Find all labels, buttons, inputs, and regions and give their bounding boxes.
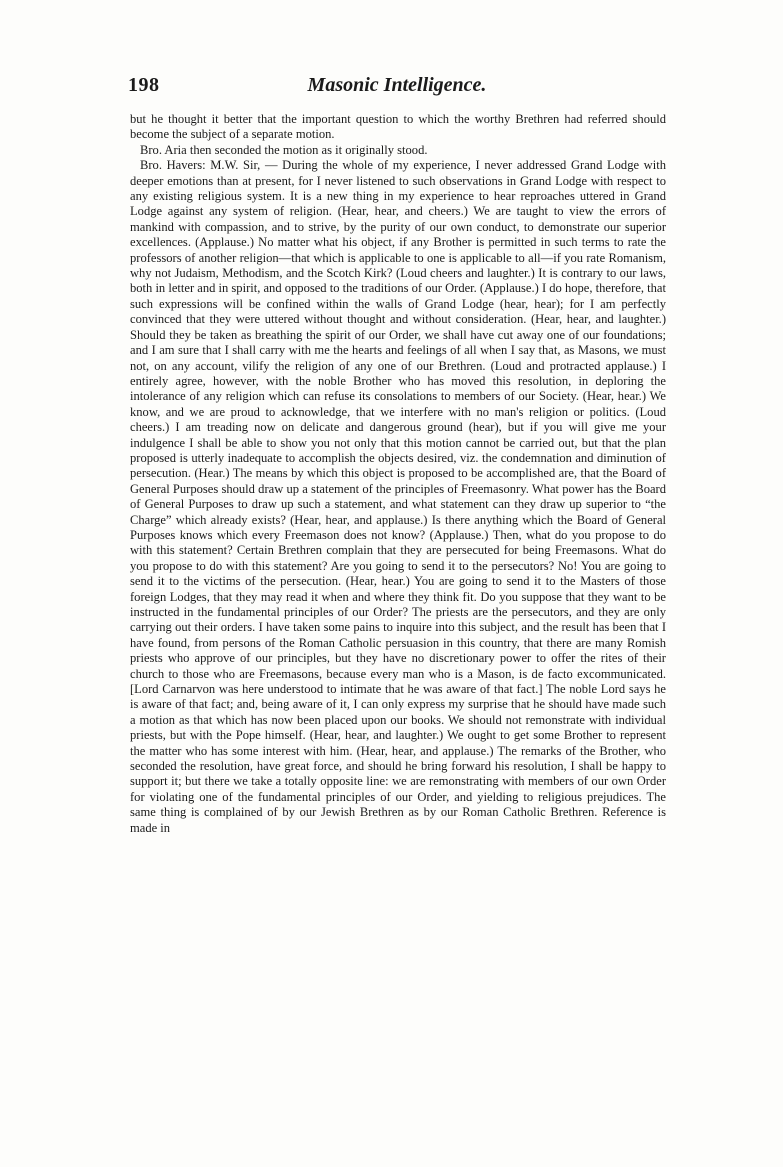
article-body — [130, 112, 666, 836]
paragraph-havers-speech: Bro. Havers: M.W. Sir, — During the whole of my experience, I never addressed Grand Lodge with deeper emotions than at present, for I never listened to such observations in Grand Lodge with respect to any existing religious system. It is a new thing in my experience to hear reproaches uttered in Grand Lodge against any system of religion. (Hear, hear, and cheers.) We are taught to view the errors of mankind with compassion, and to strive, by the purity of our own conduct, to demonstrate our superior excellences. (Applause.) No matter what his object, if any Brother is permitted in such terms to rate the professors of another religion—that which is applicable to one is applicable to all—if you rate Romanism, why not Judaism, Methodism, and the Scotch Kirk? (Loud cheers and laughter.) It is contrary to our laws, both in letter and in spirit, and opposed to the traditions of our Order. (Applause.) I do hope, therefore, that such expressions will be confined within the walls of Grand Lodge (hear, hear); for I am perfectly convinced that they were uttered without thought and without consideration. (Hear, hear, and laughter.) Should they be taken as breathing the spirit of our Order, we shall have cut away one of our foundations; and I am sure that I shall carry with me the hearts and feelings of all when I say that, as Masons, we must not, on any account, vilify the religion of any one of our Brethren. (Loud and protracted applause.) I entirely agree, however, with the noble Brother who has moved this resolution, in deploring the intolerance of any religion which can refuse its consolations to members of our Society. (Hear, hear.) We know, and we are proud to acknowledge, that we interfere with no man's religion or politics. (Loud cheers.) I am treading now on delicate and dangerous ground (hear), but if you will give me your indulgence I shall be able to show you not only that this motion cannot be carried out, but that the plan proposed is utterly inadequate to accomplish the objects desired, viz. the condemnation and diminution of persecution. (Hear.) The means by which this object is proposed to be accomplished are, that the Board of General Purposes should draw up a statement of the principles of Freemasonry. What power has the Board of General Purposes to draw up such a statement, and what statement can they draw up superior to “the Charge” which already exists? (Hear, hear, and applause.) Is there anything which the Board of General Purposes knows which every Freemason does not know? (Applause.) Then, what do you propose to do with this statement? Certain Brethren complain that they are persecuted for being Freemasons. What do you propose to do with this statement? Are you going to send it to the persecutors? No! You are going to send it to the victims of the persecution. (Hear, hear.) You are going to send it to the Masters of those foreign Lodges, that they may read it when and where they think fit. Do you suppose that they want to be instructed in the fundamental principles of our Order? The priests are the persecutors, and they are only carrying out their orders. I have taken some pains to inquire into this subject, and the result has been that I have found, from persons of the Roman Catholic persuasion in this country, that there are many Romish priests who approve of our principles, but they have no discretionary power to offer the rites of their church to those who are Freemasons, because every man who is a Mason, is de facto excommunicated. [Lord Carnarvon was here understood to intimate that he was aware of that fact.] The noble Lord says he is aware of that fact; and, being aware of it, I can only express my surprise that he should have made such a motion as that which has now been placed upon our books. We should not remonstrate with individual priests, but with the Pope himself. (Hear, hear, and laughter.) We ought to get some Brother to represent the matter who has some interest with him. (Hear, hear, and applause.) The remarks of the Brother, who seconded the resolution, have great force, and should he bring forward his resolution, I shall be happy to support it; but there we take a totally opposite line: we are remonstrating with members of our own Order for violating one of the fundamental principles of our Order, and yielding to religious prejudices. The same thing is complained of by our Jewish Brethren as by our Roman Catholic Brethren. Reference is made in — [130, 158, 666, 835]
paragraph-seconding: Bro. Aria then seconded the motion as it originally stood. — [140, 142, 428, 157]
page-header — [128, 74, 666, 102]
running-title: Masonic Intelligence. — [307, 74, 487, 96]
paragraph-continuation: but he thought it better that the important question to which the worthy Brethren had referred should become the subject of a separate motion. — [130, 112, 666, 142]
page-number: 198 — [128, 74, 160, 96]
